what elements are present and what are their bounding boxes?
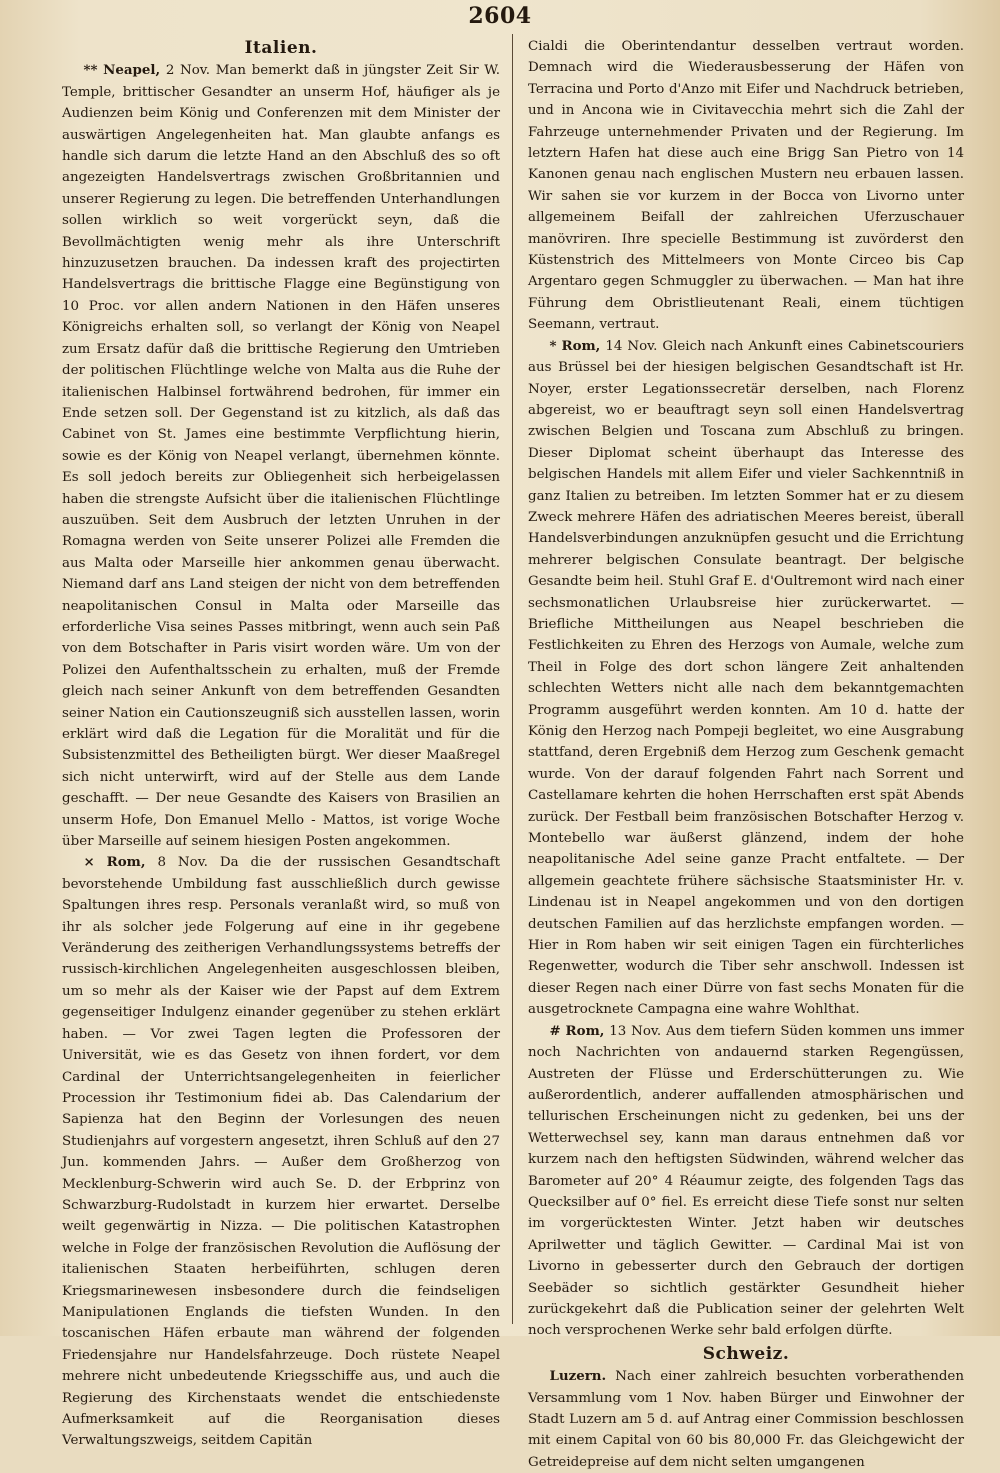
- article-body: Gleich nach Ankunft eines Cabinetscouriers aus Brüssel bei der hiesigen belgischen Gesandtschaft ist Hr. Noyer, erster Legationssecretär derselben, nach Florenz abgereist, wo er beauftragt seyn soll einen Handelsvertrag zwischen Belgien und Toscana zum Abschluß zu bringen. Dieser Diplomat scheint überhaupt das Interesse des belgischen Handels mit allem Eifer und vieler Sachkenntniß in ganz Italien zu betreiben. Im letzten Sommer hat er zu diesem Zweck mehrere Häfen des adriatischen Meeres bereist, überall Handelsverbindungen anzuknüpfen gesucht und die Errichtung mehrerer belgischen Consulate beantragt. Der belgische Gesandte beim heil. Stuhl Graf E. d'Oultremont wird nach einer sechsmonatlichen Urlaubsreise hier zurückerwartet. — Briefliche Mittheilungen aus Neapel beschrieben die Festlichkeiten zu Ehren des Herzogs von Aumale, welche zum Theil in Folge des dort schon längere Zeit anhaltenden schlechten Wetters nicht alle nach dem bekanntgemachten Programm ausgeführt werden konnten. Am 10 d. hatte der König den Herzog nach Pompeji begleitet, wo eine Ausgrabung stattfand, deren Ergebniß dem Herzog zum Geschenk gemacht wurde. Von der darauf folgenden Fahrt nach Sorrent und Castellamare kehrten die hohen Herrschaften erst spät Abends zurück. Der Festball beim französischen Botschafter Herzog v. Montebello war äußerst glänzend, indem der hohe neapolitanische Adel seine ganze Pracht entfaltete. — Der allgemein geachtete frühere sächsische Staatsminister Hr. v. Lindenau ist in Neapel angekommen und von den dortigen deutschen Familien auf das herzlichste empfangen worden. — Hier in Rom haben wir seit einigen Tagen ein fürchterliches Regenwetter, wodurch die Tiber sehr anschwoll. Indessen ist dieser Regen nach einer Dürre von fast sechs Monaten für die ausgetrocknete Campagna eine wahre Wohlthat.: [528, 338, 964, 1018]
- article-date: 2 Nov.: [165, 63, 211, 79]
- article-date: 14 Nov.: [605, 338, 658, 354]
- article-neapel: [62, 60, 500, 852]
- article-date: 13 Nov.: [609, 1023, 662, 1039]
- article-dateline: Rom,: [561, 337, 601, 354]
- right-column: [528, 36, 964, 1470]
- article-continuation: Cialdi die Oberintendantur desselben vertraut worden. Demnach wird die Wiederausbesserung der Häfen von Terracina und Porto d'Anzo mit Eifer und Nachdruck betrieben, und in Ancona wie in Civitavecchia mehrt sich die Zahl der Fahrzeuge unternehmender Privaten und der Regierung. Im letztern Hafen hat diese auch eine Brigg San Pietro von 14 Kanonen genau nach englischen Mustern neu erbauen lassen. Wir sahen sie vor kurzem in der Bocca von Livorno unter allgemeinem Beifall der zahlreichen Uferzuschauer manövriren. Ihre specielle Bestimmung ist zuvörderst den Küstenstrich des Mittelmeers von Monte Circeo bis Cap Argentaro gegen Schmuggler zu überwachen. — Man hat ihre Führung dem Obristlieutenant Reali, einem tüchtigen Seemann, vertraut.: [528, 39, 964, 333]
- article-marker: ×: [83, 854, 95, 871]
- article-body: Man bemerkt daß in jüngster Zeit Sir W. Temple, brittischer Gesandter an unserm Hof, häufiger als je Audienzen beim König und Conferenzen mit dem Minister der auswärtigen Angelegenheiten hat. Man glaubte anfangs es handle sich darum die letzte Hand an den Abschluß des so oft angezeigten Handelsvertrags zwischen Großbritannien und unserer Regierung zu legen. Die betreffenden Unterhandlungen sollen wirklich so weit vorgerückt seyn, daß die Bevollmächtigten wenig mehr als ihre Unterschrift hinzuzusetzen brauchen. Da indessen kraft des projectirten Handelsvertrags die brittische Flagge eine Begünstigung von 10 Proc. vor allen andern Nationen in den Häfen unseres Königreichs erhalten soll, so verlangt der König von Neapel zum Ersatz dafür daß die brittische Regierung den Umtrieben der politischen Flüchtlinge welche von Malta aus die Ruhe der italienischen Halbinsel fortwährend bedrohen, für immer ein Ende setzen soll. Der Gegenstand ist zu kitzlich, als daß das Cabinet von St. James eine bestimmte Verpflichtung hierin, sowie es der König von Neapel verlangt, übernehmen könnte. Es soll jedoch bereits zur Obliegenheit sich herbeigelassen haben die strengste Aufsicht über die italienischen Flüchtlinge auszuüben. Seit dem Ausbruch der letzten Unruhen in der Romagna werden von Seite unserer Polizei alle Fremden die aus Malta oder Marseille hier ankommen genau überwacht. Niemand darf ans Land steigen der nicht von dem betreffenden neapolitanischen Consul in Malta oder Marseille das erforderliche Visa seines Passes mitbringt, wenn auch sein Paß von dem Botschafter in Paris visirt worden wäre. Um von der Polizei den Aufenthaltsschein zu erhalten, muß der Fremde gleich nach seiner Ankunft von dem betreffenden Gesandten seiner Nation ein Cautionszeugniß sich ausstellen lassen, worin erklärt wird daß die Legation für die Moralität und für die Subsistenzmittel des Betheiligten bürgt. Wer dieser Maaßregel sich nicht unterwirft, wird auf der Stelle aus dem Lande geschafft. — Der neue Gesandte des Kaisers von Brasilien an unserm Hofe, Don Emanuel Mello - Mattos, ist vorige Woche über Marseille auf seinem hiesigen Posten angekommen.: [62, 63, 500, 850]
- section-heading-schweiz: Schweiz.: [702, 1343, 790, 1364]
- article-body: Nach einer zahlreich besuchten vorberathenden Versammlung vom 1 Nov. haben Bürger und Einwohner der Stadt Luzern am 5 d. auf Antrag einer Commission beschlossen mit einem Capital von 60 bis 80,000 Fr. das Gleichgewicht der Getreidepreise auf dem nicht selten umgangenen: [528, 1369, 964, 1470]
- article-body: Aus dem tiefern Süden kommen uns immer noch Nachrichten von andauernd starken Regengüssen, Austreten der Flüsse und Erderschütterungen zu. Wie außerordentlich, anderer auffallenden atmosphärischen und tellurischen Erscheinungen nicht zu gedenken, bei uns der Wetterwechsel sey, kann man daraus entnehmen daß vor kurzem nach den heftigsten Südwinden, während welcher das Barometer auf 20° 4 Réaumur zeigte, des folgenden Tags das Quecksilber auf 0° fiel. Es erreicht diese Tiefe sonst nur selten im vorgerücktesten Winter. Jetzt haben wir deutsches Aprilwetter und täglich Gewitter. — Cardinal Mai ist von Livorno in gebesserter durch den Gebrauch der dortigen Seebäder so sichtlich gestärkter Gesundheit hieher zurückgekehrt daß die Publication seiner der gelehrten Welt noch versprochenen Werke sehr bald erfolgen dürfte.: [528, 1023, 964, 1339]
- article-marker: **: [83, 62, 98, 79]
- article-body: Da die der russischen Gesandtschaft bevorstehende Umbildung fast ausschließlich durch gewisse Spaltungen ihres resp. Personals veranlaßt wird, so muß von ihr als solcher jede Folgerung auf eine in ihr gegebene Veränderung des zeitherigen Verhandlungssystems betreffs der russisch-kirchlichen Angelegenheiten ausgeschlossen bleiben, um so mehr als der Kaiser wie der Papst auf dem Extrem gegenseitiger Indulgenz einander gegenüber zu stehen erklärt haben. — Vor zwei Tagen legten die Professoren der Universität, wie es das Gesetz von ihnen fordert, vor dem Cardinal der Unterrichtsangelegenheiten in feierlicher Procession ihr Testimonium fidei ab. Das Calendarium der Sapienza hat den Beginn der Vorlesungen des neuen Studienjahrs auf vorgestern angesetzt, ihren Schluß auf den 27 Jun. kommenden Jahrs. — Außer dem Großherzog von Mecklenburg-Schwerin wird auch Se. D. der Erbprinz von Schwarzburg-Rudolstadt in kurzem hier erwartet. Derselbe weilt gegenwärtig in Nizza. — Die politischen Katastrophen welche in Folge der französischen Revolution die Auflösung der italienischen Staaten herbeiführten, schlugen deren Kriegsmarinewesen insbesondere durch die feindseligen Manipulationen Englands die tiefsten Wunden. In den toscanischen Häfen erbaute man während der folgenden Friedensjahre nur Handelsfahrzeuge. Doch rüstete Neapel mehrere nicht unbedeutende Kriegsschiffe aus, und auch die Regierung des Kirchenstaats wendet die entschiedenste Aufmerksamkeit auf die Reorganisation dieses Verwaltungszweigs, seitdem Capitän: [62, 855, 501, 1449]
- article-luzern: [528, 1366, 964, 1473]
- column-divider: [512, 34, 513, 1324]
- article-date: 8 Nov.: [157, 855, 208, 871]
- article-rom-14-nov: [528, 336, 964, 1021]
- left-column: [62, 36, 501, 1449]
- page-number: 2604: [468, 3, 532, 29]
- article-dateline: Rom,: [565, 1022, 605, 1039]
- section-heading-italien: Italien.: [244, 38, 318, 58]
- article-dateline: Rom,: [106, 854, 146, 871]
- article-marker: #: [549, 1022, 561, 1039]
- article-marker: *: [549, 337, 557, 354]
- article-dateline: Luzern.: [549, 1368, 607, 1385]
- article-dateline: Neapel,: [103, 62, 161, 79]
- article-rom-13-nov: [528, 1021, 964, 1342]
- article-rom-8-nov: [62, 852, 500, 1451]
